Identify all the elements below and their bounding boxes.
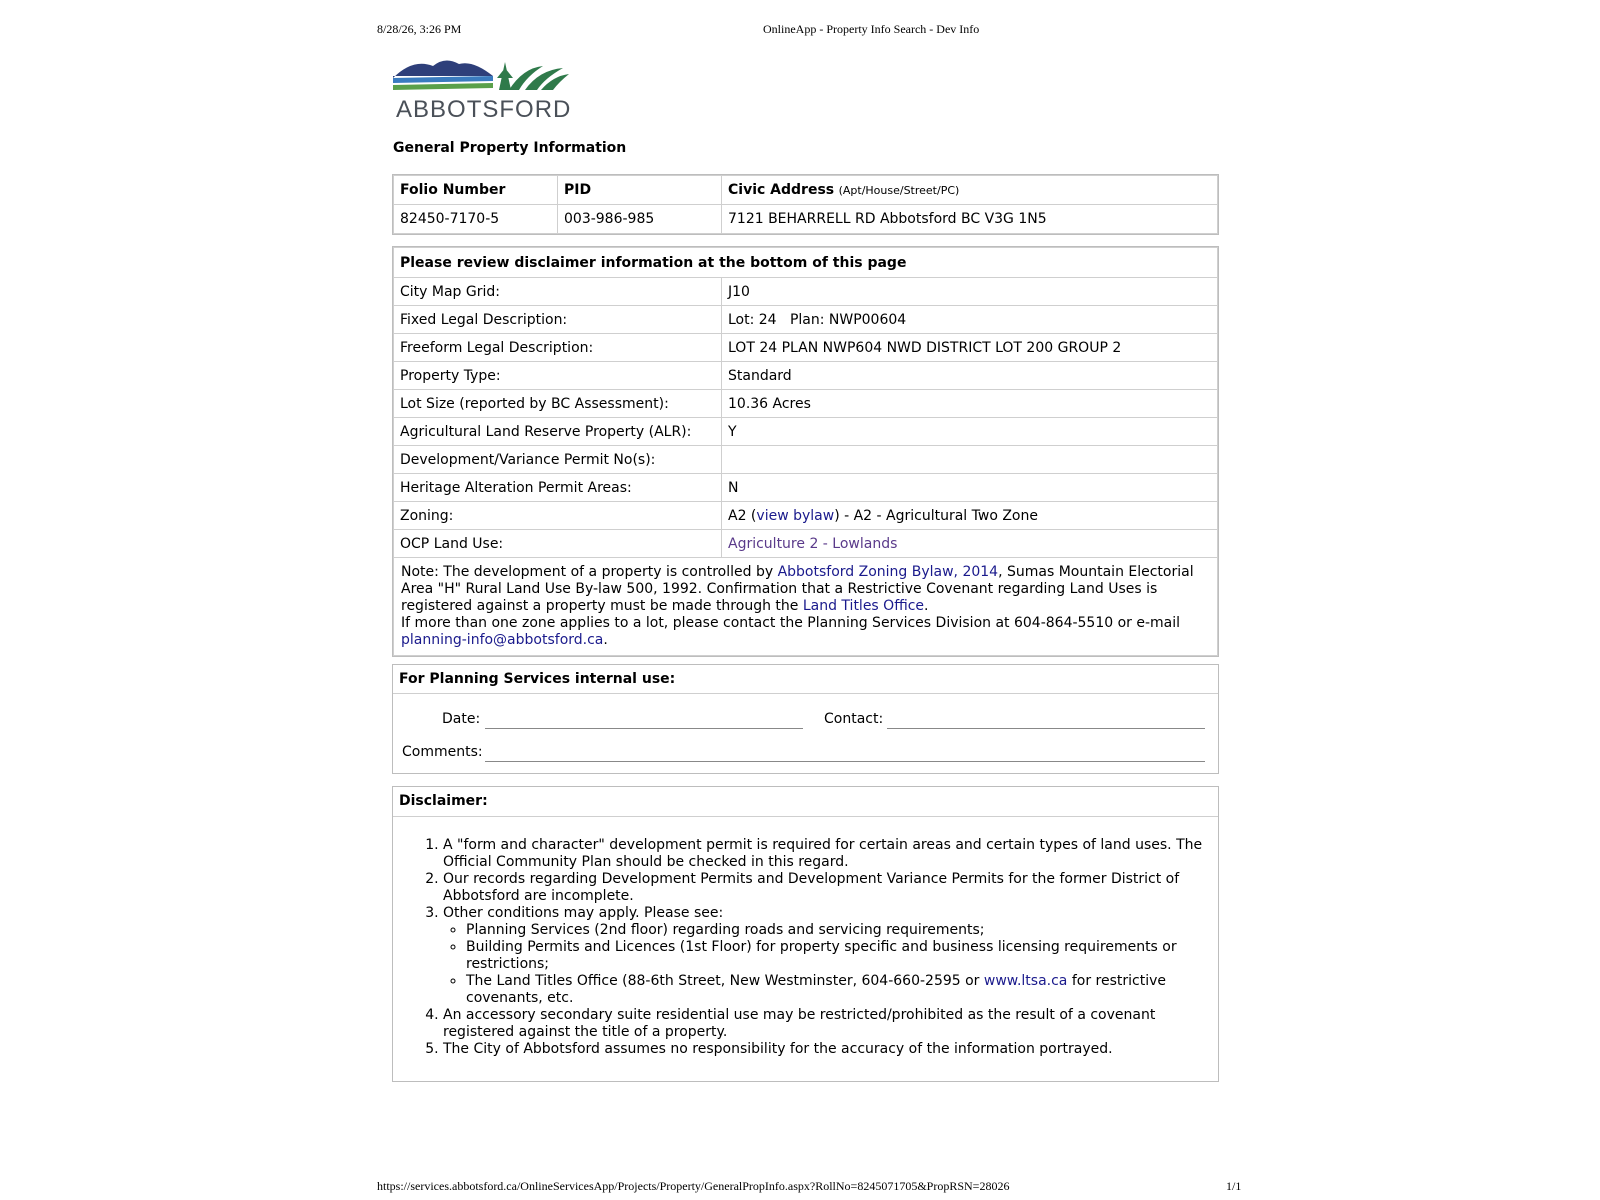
detail-value <box>722 446 1218 474</box>
land-titles-office-link[interactable]: Land Titles Office <box>802 598 925 614</box>
sub-item-text: for restrictive covenants, etc. <box>466 973 1167 1006</box>
detail-value: LOT 24 PLAN NWP604 NWD DISTRICT LOT 200 GROUP 2 <box>722 334 1218 362</box>
table-row <box>394 474 1218 502</box>
table-row <box>394 446 1218 474</box>
sub-list-item <box>466 973 1218 1007</box>
pid-header: PID <box>558 176 722 205</box>
address-header <box>722 176 1218 205</box>
detail-label: Agricultural Land Reserve Property (ALR): <box>394 418 722 446</box>
sub-list-item: ◦ Building Permits and Licences (1st Floor) for property specific and business licensing requirements or restrictions; <box>466 939 1218 973</box>
note-text: If more than one zone applies to a lot, please contact the Planning Services Division at 604-864-5510 or e-mail <box>401 615 1181 631</box>
table-row <box>394 502 1218 530</box>
ocp-label: OCP Land Use: <box>394 530 722 558</box>
details-header: Please review disclaimer information at the bottom of this page <box>394 248 1218 278</box>
planning-email-link[interactable]: planning-info@abbotsford.ca <box>401 632 604 648</box>
zoning-bylaw-link[interactable]: Abbotsford Zoning Bylaw, 2014 <box>777 564 999 580</box>
folio-value: 82450-7170-5 <box>394 205 558 234</box>
folio-header: Folio Number <box>394 176 558 205</box>
zoning-value <box>722 502 1218 530</box>
summary-table <box>392 174 1219 235</box>
print-page-number: 1/1 <box>1226 1179 1242 1193</box>
date-label: Date: <box>442 711 481 727</box>
ocp-value <box>722 530 1218 558</box>
table-row <box>394 390 1218 418</box>
list-item: 2. Our records regarding Development Permits and Development Variance Permits for the former District of Abbotsford are incomplete. <box>443 871 1218 905</box>
detail-label: Heritage Alteration Permit Areas: <box>394 474 722 502</box>
detail-value: J10 <box>722 278 1218 306</box>
detail-label: Property Type: <box>394 362 722 390</box>
details-table <box>392 246 1219 657</box>
disclaimer-header: Disclaimer: <box>393 787 1218 817</box>
detail-label: City Map Grid: <box>394 278 722 306</box>
list-item: 1. A "form and character" development permit is required for certain areas and certain types of land uses. The Official Community Plan should be checked in this regard. <box>443 837 1218 871</box>
print-page-title: OnlineApp - Property Info Search - Dev Info <box>763 22 980 36</box>
detail-value: Y <box>722 418 1218 446</box>
note-text: . <box>924 598 929 614</box>
zoning-code: A2 ( <box>728 507 757 524</box>
sub-item-text: The Land Titles Office (88-6th Street, New Westminster, 604-660-2595 or <box>466 973 984 989</box>
table-row <box>394 306 1218 334</box>
detail-value: 10.36 Acres <box>722 390 1218 418</box>
zoning-note <box>394 558 1218 656</box>
ocp-land-use-link[interactable]: Agriculture 2 - Lowlands <box>728 535 898 552</box>
sub-list <box>443 922 1218 1007</box>
list-item: 5. The City of Abbotsford assumes no responsibility for the accuracy of the information portrayed. <box>443 1041 1218 1058</box>
comments-field-line <box>485 761 1205 762</box>
disclaimer-list <box>393 837 1218 1058</box>
zoning-description: ) - A2 - Agricultural Two Zone <box>834 507 1038 524</box>
date-field-line <box>485 728 803 729</box>
print-datetime: 8/28/26, 3:26 PM <box>377 22 462 36</box>
planning-header: For Planning Services internal use: <box>393 665 1218 694</box>
detail-value: Standard <box>722 362 1218 390</box>
table-row <box>394 362 1218 390</box>
ltsa-link[interactable]: www.ltsa.ca <box>983 973 1068 989</box>
detail-label: Lot Size (reported by BC Assessment): <box>394 390 722 418</box>
comments-label: Comments: <box>402 744 483 760</box>
table-row <box>394 334 1218 362</box>
contact-field-line <box>887 728 1205 729</box>
list-item <box>443 905 1218 1007</box>
planning-internal-use-box <box>392 664 1219 774</box>
page-title: General Property Information <box>393 140 627 156</box>
table-row <box>394 530 1218 558</box>
note-text: , Sumas Mountain Electorial Area "H" Rural Land Use By-law 500, 1992. Confirmation that a Restrictive Covenant regarding Land Uses is registered against a property must be made through the <box>401 564 1194 614</box>
logo-wordmark: ABBOTSFORD <box>396 96 572 123</box>
contact-label: Contact: <box>824 711 884 727</box>
address-header-label: Civic Address <box>728 182 835 198</box>
table-row <box>394 278 1218 306</box>
zoning-label: Zoning: <box>394 502 722 530</box>
list-item: 4. An accessory secondary suite residential use may be restricted/prohibited as the result of a covenant registered against the title of a property. <box>443 1007 1218 1041</box>
pid-value: 003-986-985 <box>558 205 722 234</box>
detail-value: N <box>722 474 1218 502</box>
note-text: Note: The development of a property is controlled by <box>401 564 778 580</box>
detail-value: Lot: 24 Plan: NWP00604 <box>722 306 1218 334</box>
note-text: . <box>603 632 608 648</box>
view-bylaw-link[interactable]: view bylaw <box>756 507 835 524</box>
detail-label: Fixed Legal Description: <box>394 306 722 334</box>
disclaimer-box <box>392 786 1219 1082</box>
detail-label: Development/Variance Permit No(s): <box>394 446 722 474</box>
detail-label: Freeform Legal Description: <box>394 334 722 362</box>
sub-list-item: ◦ Planning Services (2nd floor) regarding roads and servicing requirements; <box>466 922 1218 939</box>
address-value: 7121 BEHARRELL RD Abbotsford BC V3G 1N5 <box>722 205 1218 234</box>
address-header-hint: (Apt/House/Street/PC) <box>838 184 960 197</box>
print-url: https://services.abbotsford.ca/OnlineServicesApp/Projects/Property/GeneralPropInfo.aspx?RollNo=8245071705&PropRSN=28026 <box>377 1179 1010 1193</box>
list-item-text: Other conditions may apply. Please see: <box>443 905 724 921</box>
table-row <box>394 418 1218 446</box>
